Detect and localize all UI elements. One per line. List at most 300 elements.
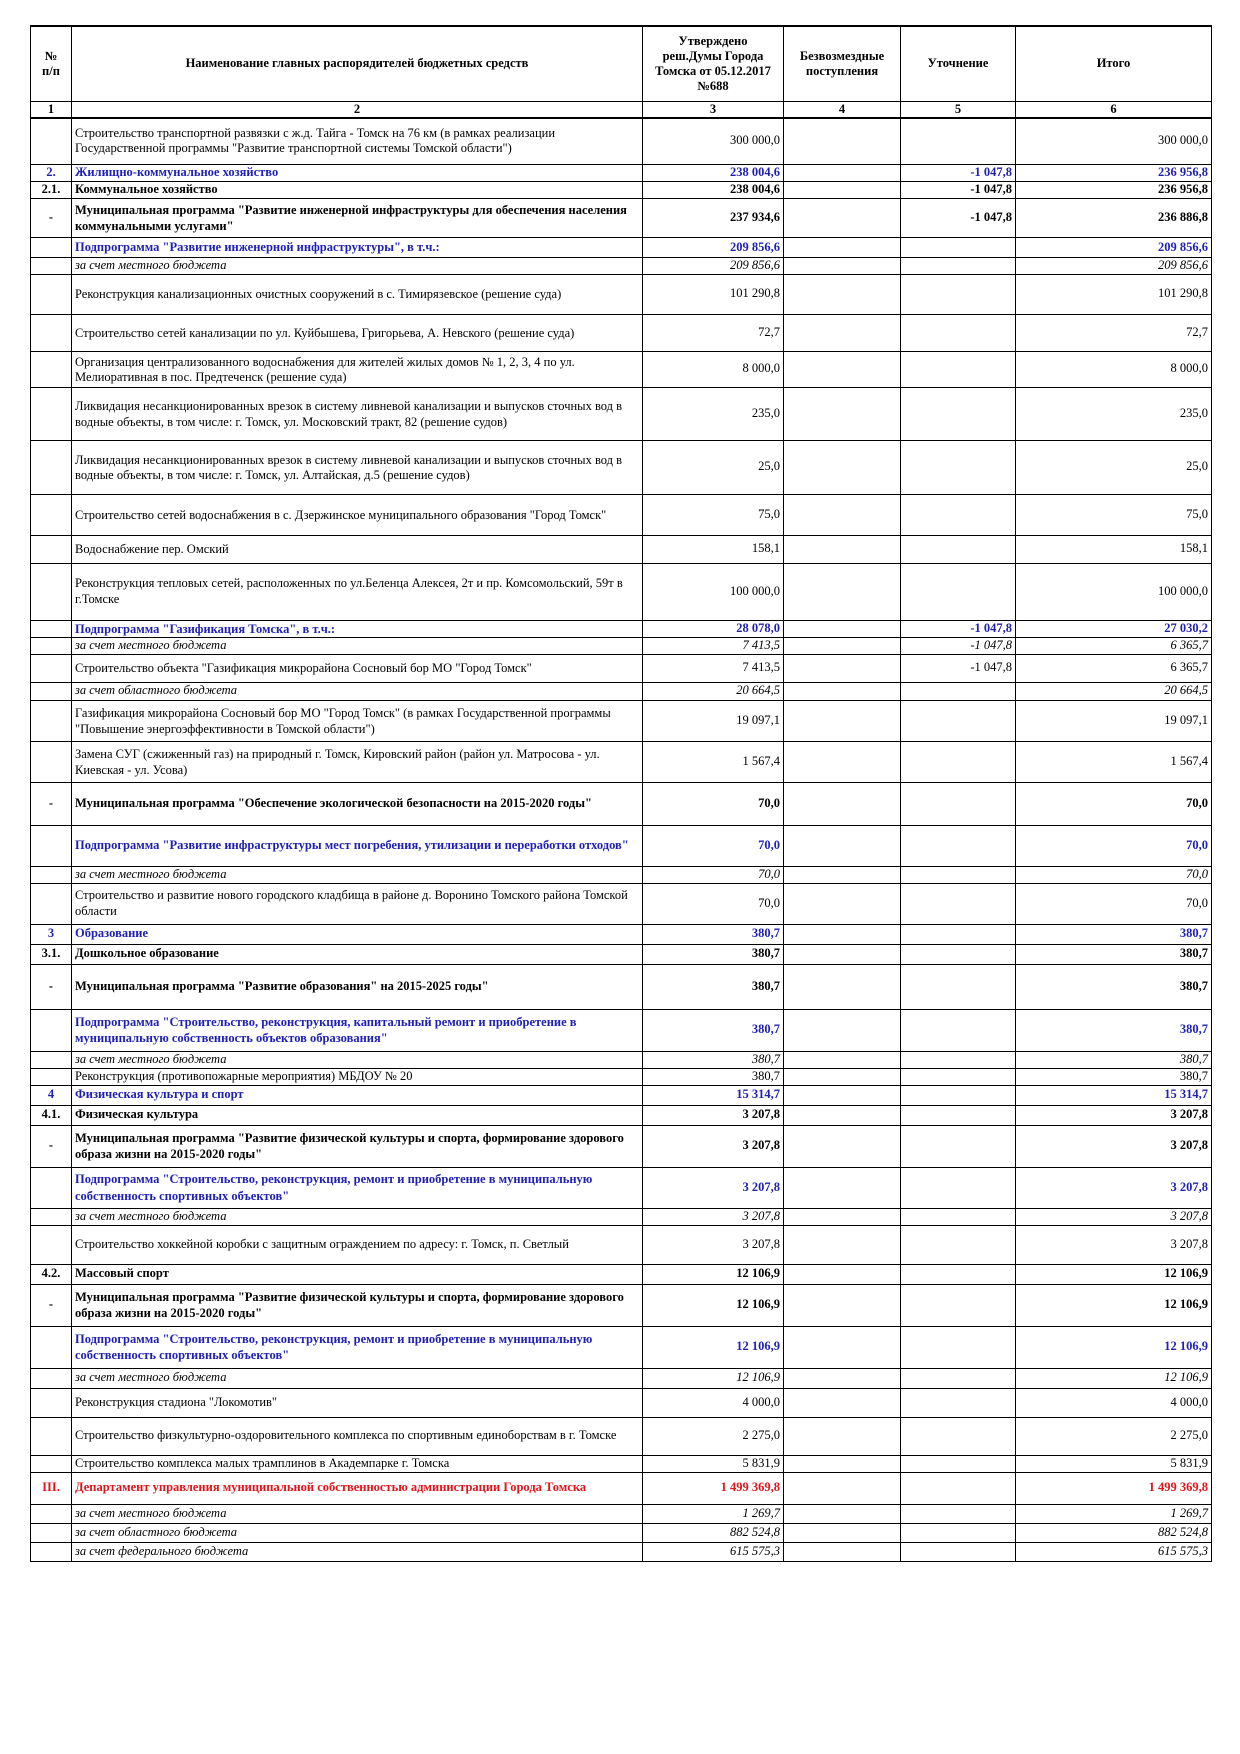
row-name: Строительство объекта "Газификация микрорайона Сосновый бор МО "Город Томск" bbox=[72, 654, 643, 682]
row-free-receipts bbox=[784, 1208, 901, 1225]
row-free-receipts bbox=[784, 165, 901, 182]
row-name: Строительство транспортной развязки с ж.д. Тайга - Томск на 76 км (в рамках реализации Государственной программы "Развитие транспортной системы Томской области") bbox=[72, 118, 643, 165]
row-number bbox=[31, 682, 72, 700]
row-total: 12 106,9 bbox=[1016, 1284, 1212, 1326]
row-clarification bbox=[901, 924, 1016, 944]
row-name: за счет областного бюджета bbox=[72, 682, 643, 700]
row-approved: 235,0 bbox=[643, 387, 784, 440]
row-approved: 15 314,7 bbox=[643, 1085, 784, 1105]
row-free-receipts bbox=[784, 563, 901, 620]
row-clarification bbox=[901, 1208, 1016, 1225]
row-clarification bbox=[901, 274, 1016, 314]
row-clarification: -1 047,8 bbox=[901, 165, 1016, 182]
table-row-item bbox=[31, 351, 1212, 387]
row-free-receipts bbox=[784, 1167, 901, 1208]
row-number: 4.1. bbox=[31, 1105, 72, 1125]
row-approved: 3 207,8 bbox=[643, 1105, 784, 1125]
row-number: - bbox=[31, 1284, 72, 1326]
row-approved: 238 004,6 bbox=[643, 165, 784, 182]
row-free-receipts bbox=[784, 182, 901, 199]
row-total: 3 207,8 bbox=[1016, 1105, 1212, 1125]
row-clarification bbox=[901, 1455, 1016, 1472]
row-approved: 28 078,0 bbox=[643, 620, 784, 637]
row-number bbox=[31, 866, 72, 883]
table-row-source bbox=[31, 866, 1212, 883]
row-total: 380,7 bbox=[1016, 924, 1212, 944]
table-row-program bbox=[31, 1125, 1212, 1167]
row-total: 100 000,0 bbox=[1016, 563, 1212, 620]
row-number bbox=[31, 387, 72, 440]
header-col-number: № п/п bbox=[31, 26, 72, 101]
row-approved: 158,1 bbox=[643, 535, 784, 563]
row-number: - bbox=[31, 1125, 72, 1167]
table-header bbox=[31, 26, 1212, 118]
row-clarification bbox=[901, 1085, 1016, 1105]
row-approved: 380,7 bbox=[643, 1009, 784, 1051]
row-name: Подпрограмма "Развитие инфраструктуры мест погребения, утилизации и переработки отходов" bbox=[72, 825, 643, 866]
row-number bbox=[31, 258, 72, 275]
row-name: за счет федерального бюджета bbox=[72, 1542, 643, 1561]
row-approved: 3 207,8 bbox=[643, 1167, 784, 1208]
row-clarification bbox=[901, 1068, 1016, 1085]
row-total: 70,0 bbox=[1016, 866, 1212, 883]
header-col-clarification: Уточнение bbox=[901, 26, 1016, 101]
row-free-receipts bbox=[784, 825, 901, 866]
table-row-source bbox=[31, 1523, 1212, 1542]
row-clarification bbox=[901, 782, 1016, 825]
row-approved: 12 106,9 bbox=[643, 1264, 784, 1284]
row-number: 2. bbox=[31, 165, 72, 182]
row-name: Дошкольное образование bbox=[72, 944, 643, 964]
column-number-1: 1 bbox=[31, 101, 72, 118]
row-free-receipts bbox=[784, 118, 901, 165]
row-total: 209 856,6 bbox=[1016, 238, 1212, 258]
row-number bbox=[31, 654, 72, 682]
row-total: 6 365,7 bbox=[1016, 654, 1212, 682]
row-clarification bbox=[901, 944, 1016, 964]
table-row-item bbox=[31, 535, 1212, 563]
row-free-receipts bbox=[784, 782, 901, 825]
row-approved: 4 000,0 bbox=[643, 1388, 784, 1417]
row-free-receipts bbox=[784, 314, 901, 351]
table-row-item bbox=[31, 883, 1212, 924]
row-name: за счет местного бюджета bbox=[72, 1208, 643, 1225]
row-clarification bbox=[901, 1284, 1016, 1326]
table-row-item bbox=[31, 314, 1212, 351]
row-approved: 72,7 bbox=[643, 314, 784, 351]
table-row-item bbox=[31, 440, 1212, 494]
row-number bbox=[31, 1504, 72, 1523]
table-row-item bbox=[31, 1068, 1212, 1085]
row-name: за счет местного бюджета bbox=[72, 1504, 643, 1523]
row-name: Реконструкция стадиона "Локомотив" bbox=[72, 1388, 643, 1417]
column-number-2: 2 bbox=[72, 101, 643, 118]
row-clarification bbox=[901, 563, 1016, 620]
row-free-receipts bbox=[784, 1472, 901, 1504]
row-free-receipts bbox=[784, 1264, 901, 1284]
row-free-receipts bbox=[784, 440, 901, 494]
row-approved: 8 000,0 bbox=[643, 351, 784, 387]
row-number: - bbox=[31, 964, 72, 1009]
row-total: 380,7 bbox=[1016, 1068, 1212, 1085]
row-free-receipts bbox=[784, 866, 901, 883]
row-approved: 615 575,3 bbox=[643, 1542, 784, 1561]
row-number bbox=[31, 1455, 72, 1472]
row-approved: 3 207,8 bbox=[643, 1208, 784, 1225]
row-approved: 237 934,6 bbox=[643, 199, 784, 238]
table-row-item bbox=[31, 118, 1212, 165]
row-number bbox=[31, 1326, 72, 1368]
table-row-subprogram bbox=[31, 825, 1212, 866]
row-total: 3 207,8 bbox=[1016, 1125, 1212, 1167]
row-approved: 20 664,5 bbox=[643, 682, 784, 700]
row-number bbox=[31, 700, 72, 741]
row-total: 1 499 369,8 bbox=[1016, 1472, 1212, 1504]
row-number bbox=[31, 274, 72, 314]
row-number bbox=[31, 1542, 72, 1561]
row-approved: 1 269,7 bbox=[643, 1504, 784, 1523]
row-name: Жилищно-коммунальное хозяйство bbox=[72, 165, 643, 182]
row-name: Физическая культура и спорт bbox=[72, 1085, 643, 1105]
header-col-free-receipts: Безвозмездные поступления bbox=[784, 26, 901, 101]
row-clarification bbox=[901, 682, 1016, 700]
row-name: Реконструкция тепловых сетей, расположенных по ул.Беленца Алексея, 2т и пр. Комсомольский, 59т в г.Томске bbox=[72, 563, 643, 620]
row-total: 12 106,9 bbox=[1016, 1326, 1212, 1368]
row-total: 12 106,9 bbox=[1016, 1368, 1212, 1388]
row-name: Газификация микрорайона Сосновый бор МО "Город Томск" (в рамках Государственной программы "Повышение энергоэффективности в Томской области") bbox=[72, 700, 643, 741]
row-total: 5 831,9 bbox=[1016, 1455, 1212, 1472]
row-total: 380,7 bbox=[1016, 1051, 1212, 1068]
row-free-receipts bbox=[784, 1125, 901, 1167]
header-col-total: Итого bbox=[1016, 26, 1212, 101]
table-row-subsection bbox=[31, 1105, 1212, 1125]
row-total: 8 000,0 bbox=[1016, 351, 1212, 387]
row-name: Ликвидация несанкционированных врезок в систему ливневой канализации и выпусков сточных вод в водные объекты, в том числе: г. Томск, ул. Алтайская, д.5 (решение судов) bbox=[72, 440, 643, 494]
table-row-source bbox=[31, 1208, 1212, 1225]
table-row-subprogram bbox=[31, 1326, 1212, 1368]
row-number bbox=[31, 620, 72, 637]
row-number bbox=[31, 825, 72, 866]
row-approved: 100 000,0 bbox=[643, 563, 784, 620]
row-total: 70,0 bbox=[1016, 825, 1212, 866]
row-total: 27 030,2 bbox=[1016, 620, 1212, 637]
row-number: - bbox=[31, 199, 72, 238]
row-number bbox=[31, 1417, 72, 1455]
row-clarification bbox=[901, 440, 1016, 494]
row-number bbox=[31, 118, 72, 165]
row-number bbox=[31, 351, 72, 387]
table-row-program bbox=[31, 782, 1212, 825]
column-number-4: 4 bbox=[784, 101, 901, 118]
row-number bbox=[31, 1051, 72, 1068]
table-row-source bbox=[31, 682, 1212, 700]
row-free-receipts bbox=[784, 351, 901, 387]
row-approved: 209 856,6 bbox=[643, 238, 784, 258]
row-free-receipts bbox=[784, 1105, 901, 1125]
row-number bbox=[31, 535, 72, 563]
row-name: за счет местного бюджета bbox=[72, 637, 643, 654]
row-free-receipts bbox=[784, 1455, 901, 1472]
row-approved: 380,7 bbox=[643, 964, 784, 1009]
table-row-section bbox=[31, 165, 1212, 182]
row-free-receipts bbox=[784, 964, 901, 1009]
row-name: Организация централизованного водоснабжения для жителей жилых домов № 1, 2, 3, 4 по ул. Мелиоративная в пос. Предтеченск (решение суда) bbox=[72, 351, 643, 387]
column-number-3: 3 bbox=[643, 101, 784, 118]
row-approved: 70,0 bbox=[643, 825, 784, 866]
row-free-receipts bbox=[784, 924, 901, 944]
row-number bbox=[31, 1009, 72, 1051]
row-total: 158,1 bbox=[1016, 535, 1212, 563]
row-free-receipts bbox=[784, 1368, 901, 1388]
row-name: Замена СУГ (сжиженный газ) на природный г. Томск, Кировский район (район ул. Матросова - ул. Киевская - ул. Усова) bbox=[72, 741, 643, 782]
row-number: 4 bbox=[31, 1085, 72, 1105]
row-approved: 70,0 bbox=[643, 866, 784, 883]
table-row-source bbox=[31, 1542, 1212, 1561]
table-row-item bbox=[31, 654, 1212, 682]
row-free-receipts bbox=[784, 1225, 901, 1264]
row-total: 380,7 bbox=[1016, 944, 1212, 964]
row-name: за счет местного бюджета bbox=[72, 1051, 643, 1068]
row-free-receipts bbox=[784, 387, 901, 440]
row-name: Муниципальная программа "Развитие образования" на 2015-2025 годы" bbox=[72, 964, 643, 1009]
row-name: Строительство физкультурно-оздоровительного комплекса по спортивным единоборствам в г. Томске bbox=[72, 1417, 643, 1455]
row-number bbox=[31, 1167, 72, 1208]
row-name: Физическая культура bbox=[72, 1105, 643, 1125]
row-name: Коммунальное хозяйство bbox=[72, 182, 643, 199]
row-total: 15 314,7 bbox=[1016, 1085, 1212, 1105]
row-clarification bbox=[901, 351, 1016, 387]
row-free-receipts bbox=[784, 199, 901, 238]
table-row-subprogram bbox=[31, 238, 1212, 258]
row-total: 2 275,0 bbox=[1016, 1417, 1212, 1455]
row-total: 236 956,8 bbox=[1016, 182, 1212, 199]
row-name: за счет областного бюджета bbox=[72, 1523, 643, 1542]
row-clarification: -1 047,8 bbox=[901, 199, 1016, 238]
row-total: 380,7 bbox=[1016, 1009, 1212, 1051]
table-row-subsection bbox=[31, 1264, 1212, 1284]
row-free-receipts bbox=[784, 654, 901, 682]
row-name: Строительство и развитие нового городского кладбища в районе д. Воронино Томского района Томской области bbox=[72, 883, 643, 924]
row-clarification bbox=[901, 1125, 1016, 1167]
table-row-item bbox=[31, 494, 1212, 535]
table-body bbox=[31, 118, 1212, 1562]
row-total: 3 207,8 bbox=[1016, 1208, 1212, 1225]
row-name: Подпрограмма "Строительство, реконструкция, капитальный ремонт и приобретение в муниципальную собственность объектов образования" bbox=[72, 1009, 643, 1051]
table-row-source bbox=[31, 1368, 1212, 1388]
row-name: Муниципальная программа "Развитие физической культуры и спорта, формирование здорового образа жизни на 2015-2020 годы" bbox=[72, 1284, 643, 1326]
table-row-section bbox=[31, 924, 1212, 944]
row-clarification bbox=[901, 1051, 1016, 1068]
row-free-receipts bbox=[784, 1388, 901, 1417]
row-free-receipts bbox=[784, 620, 901, 637]
row-name: Подпрограмма "Строительство, реконструкция, ремонт и приобретение в муниципальную собственность спортивных объектов" bbox=[72, 1167, 643, 1208]
row-name: Муниципальная программа "Развитие инженерной инфраструктуры для обеспечения населения коммунальными услугами" bbox=[72, 199, 643, 238]
table-row-item bbox=[31, 700, 1212, 741]
row-clarification bbox=[901, 494, 1016, 535]
row-total: 3 207,8 bbox=[1016, 1225, 1212, 1264]
row-free-receipts bbox=[784, 1051, 901, 1068]
table-row-item bbox=[31, 274, 1212, 314]
row-clarification bbox=[901, 1417, 1016, 1455]
row-name: Реконструкция канализационных очистных сооружений в с. Тимирязевское (решение суда) bbox=[72, 274, 643, 314]
row-name: Ликвидация несанкционированных врезок в систему ливневой канализации и выпусков сточных вод в водные объекты, в том числе: г. Томск, ул. Московский тракт, 82 (решение судов) bbox=[72, 387, 643, 440]
row-total: 4 000,0 bbox=[1016, 1388, 1212, 1417]
row-free-receipts bbox=[784, 494, 901, 535]
row-clarification bbox=[901, 1167, 1016, 1208]
column-number-6: 6 bbox=[1016, 101, 1212, 118]
row-free-receipts bbox=[784, 1284, 901, 1326]
row-approved: 380,7 bbox=[643, 944, 784, 964]
row-number bbox=[31, 238, 72, 258]
row-number: III. bbox=[31, 1472, 72, 1504]
row-clarification bbox=[901, 238, 1016, 258]
row-free-receipts bbox=[784, 1085, 901, 1105]
row-approved: 12 106,9 bbox=[643, 1368, 784, 1388]
table-row-program bbox=[31, 964, 1212, 1009]
row-number: 3 bbox=[31, 924, 72, 944]
row-name: за счет местного бюджета bbox=[72, 258, 643, 275]
row-clarification bbox=[901, 1105, 1016, 1125]
row-clarification: -1 047,8 bbox=[901, 182, 1016, 199]
table-row-dept bbox=[31, 1472, 1212, 1504]
row-approved: 75,0 bbox=[643, 494, 784, 535]
row-clarification bbox=[901, 1009, 1016, 1051]
row-approved: 5 831,9 bbox=[643, 1455, 784, 1472]
row-total: 3 207,8 bbox=[1016, 1167, 1212, 1208]
row-name: Департамент управления муниципальной собственностью администрации Города Томска bbox=[72, 1472, 643, 1504]
row-number bbox=[31, 1368, 72, 1388]
row-clarification bbox=[901, 1368, 1016, 1388]
row-free-receipts bbox=[784, 1504, 901, 1523]
row-number bbox=[31, 883, 72, 924]
row-total: 1 567,4 bbox=[1016, 741, 1212, 782]
row-approved: 19 097,1 bbox=[643, 700, 784, 741]
row-clarification bbox=[901, 866, 1016, 883]
row-total: 101 290,8 bbox=[1016, 274, 1212, 314]
table-row-source bbox=[31, 1051, 1212, 1068]
row-number bbox=[31, 1523, 72, 1542]
row-approved: 380,7 bbox=[643, 1068, 784, 1085]
row-clarification bbox=[901, 700, 1016, 741]
row-clarification bbox=[901, 964, 1016, 1009]
row-number bbox=[31, 440, 72, 494]
row-clarification bbox=[901, 314, 1016, 351]
row-clarification bbox=[901, 1326, 1016, 1368]
table-row-source bbox=[31, 1504, 1212, 1523]
row-approved: 7 413,5 bbox=[643, 637, 784, 654]
row-free-receipts bbox=[784, 741, 901, 782]
budget-sheet bbox=[30, 25, 1211, 1562]
row-number bbox=[31, 1068, 72, 1085]
row-number bbox=[31, 1208, 72, 1225]
row-total: 6 365,7 bbox=[1016, 637, 1212, 654]
row-clarification: -1 047,8 bbox=[901, 637, 1016, 654]
table-row-item bbox=[31, 1225, 1212, 1264]
row-approved: 380,7 bbox=[643, 1051, 784, 1068]
row-free-receipts bbox=[784, 682, 901, 700]
header-col-name: Наименование главных распорядителей бюджетных средств bbox=[72, 26, 643, 101]
row-approved: 101 290,8 bbox=[643, 274, 784, 314]
row-name: Муниципальная программа "Развитие физической культуры и спорта, формирование здорового образа жизни на 2015-2020 годы" bbox=[72, 1125, 643, 1167]
row-approved: 12 106,9 bbox=[643, 1326, 784, 1368]
row-clarification bbox=[901, 1504, 1016, 1523]
row-approved: 3 207,8 bbox=[643, 1225, 784, 1264]
row-approved: 238 004,6 bbox=[643, 182, 784, 199]
row-name: за счет местного бюджета bbox=[72, 866, 643, 883]
row-total: 209 856,6 bbox=[1016, 258, 1212, 275]
row-clarification bbox=[901, 535, 1016, 563]
row-name: Подпрограмма "Развитие инженерной инфраструктуры", в т.ч.: bbox=[72, 238, 643, 258]
row-approved: 882 524,8 bbox=[643, 1523, 784, 1542]
row-clarification bbox=[901, 1523, 1016, 1542]
row-total: 20 664,5 bbox=[1016, 682, 1212, 700]
row-name: Подпрограмма "Строительство, реконструкция, ремонт и приобретение в муниципальную собственность спортивных объектов" bbox=[72, 1326, 643, 1368]
row-number bbox=[31, 1388, 72, 1417]
row-number bbox=[31, 563, 72, 620]
row-approved: 25,0 bbox=[643, 440, 784, 494]
row-total: 1 269,7 bbox=[1016, 1504, 1212, 1523]
row-approved: 3 207,8 bbox=[643, 1125, 784, 1167]
row-name: Строительство сетей канализации по ул. Куйбышева, Григорьева, А. Невского (решение суда) bbox=[72, 314, 643, 351]
row-total: 25,0 bbox=[1016, 440, 1212, 494]
row-total: 70,0 bbox=[1016, 883, 1212, 924]
row-clarification bbox=[901, 387, 1016, 440]
row-free-receipts bbox=[784, 1542, 901, 1561]
row-clarification bbox=[901, 883, 1016, 924]
row-clarification bbox=[901, 741, 1016, 782]
row-free-receipts bbox=[784, 258, 901, 275]
table-row-subsection bbox=[31, 182, 1212, 199]
table-row-item bbox=[31, 1455, 1212, 1472]
row-number: - bbox=[31, 782, 72, 825]
table-row-source bbox=[31, 637, 1212, 654]
row-free-receipts bbox=[784, 637, 901, 654]
row-total: 75,0 bbox=[1016, 494, 1212, 535]
row-name: за счет местного бюджета bbox=[72, 1368, 643, 1388]
row-number bbox=[31, 314, 72, 351]
table-row-section bbox=[31, 1085, 1212, 1105]
row-number bbox=[31, 741, 72, 782]
table-row-item bbox=[31, 1388, 1212, 1417]
row-free-receipts bbox=[784, 274, 901, 314]
row-number: 4.2. bbox=[31, 1264, 72, 1284]
row-approved: 2 275,0 bbox=[643, 1417, 784, 1455]
table-row-subprogram bbox=[31, 620, 1212, 637]
row-number bbox=[31, 637, 72, 654]
row-total: 236 956,8 bbox=[1016, 165, 1212, 182]
row-number: 2.1. bbox=[31, 182, 72, 199]
row-name: Строительство сетей водоснабжения в с. Дзержинское муниципального образования "Город Томск" bbox=[72, 494, 643, 535]
row-clarification bbox=[901, 118, 1016, 165]
table-row-item bbox=[31, 563, 1212, 620]
row-name: Массовый спорт bbox=[72, 1264, 643, 1284]
row-clarification bbox=[901, 1264, 1016, 1284]
row-free-receipts bbox=[784, 883, 901, 924]
row-clarification bbox=[901, 258, 1016, 275]
table-row-subsection bbox=[31, 944, 1212, 964]
row-clarification bbox=[901, 825, 1016, 866]
header-col-approved: Утверждено реш.Думы Города Томска от 05.12.2017 №688 bbox=[643, 26, 784, 101]
column-number-5: 5 bbox=[901, 101, 1016, 118]
row-free-receipts bbox=[784, 944, 901, 964]
row-total: 380,7 bbox=[1016, 964, 1212, 1009]
row-total: 300 000,0 bbox=[1016, 118, 1212, 165]
row-clarification bbox=[901, 1542, 1016, 1561]
row-total: 19 097,1 bbox=[1016, 700, 1212, 741]
row-approved: 70,0 bbox=[643, 782, 784, 825]
row-number bbox=[31, 1225, 72, 1264]
row-clarification: -1 047,8 bbox=[901, 654, 1016, 682]
